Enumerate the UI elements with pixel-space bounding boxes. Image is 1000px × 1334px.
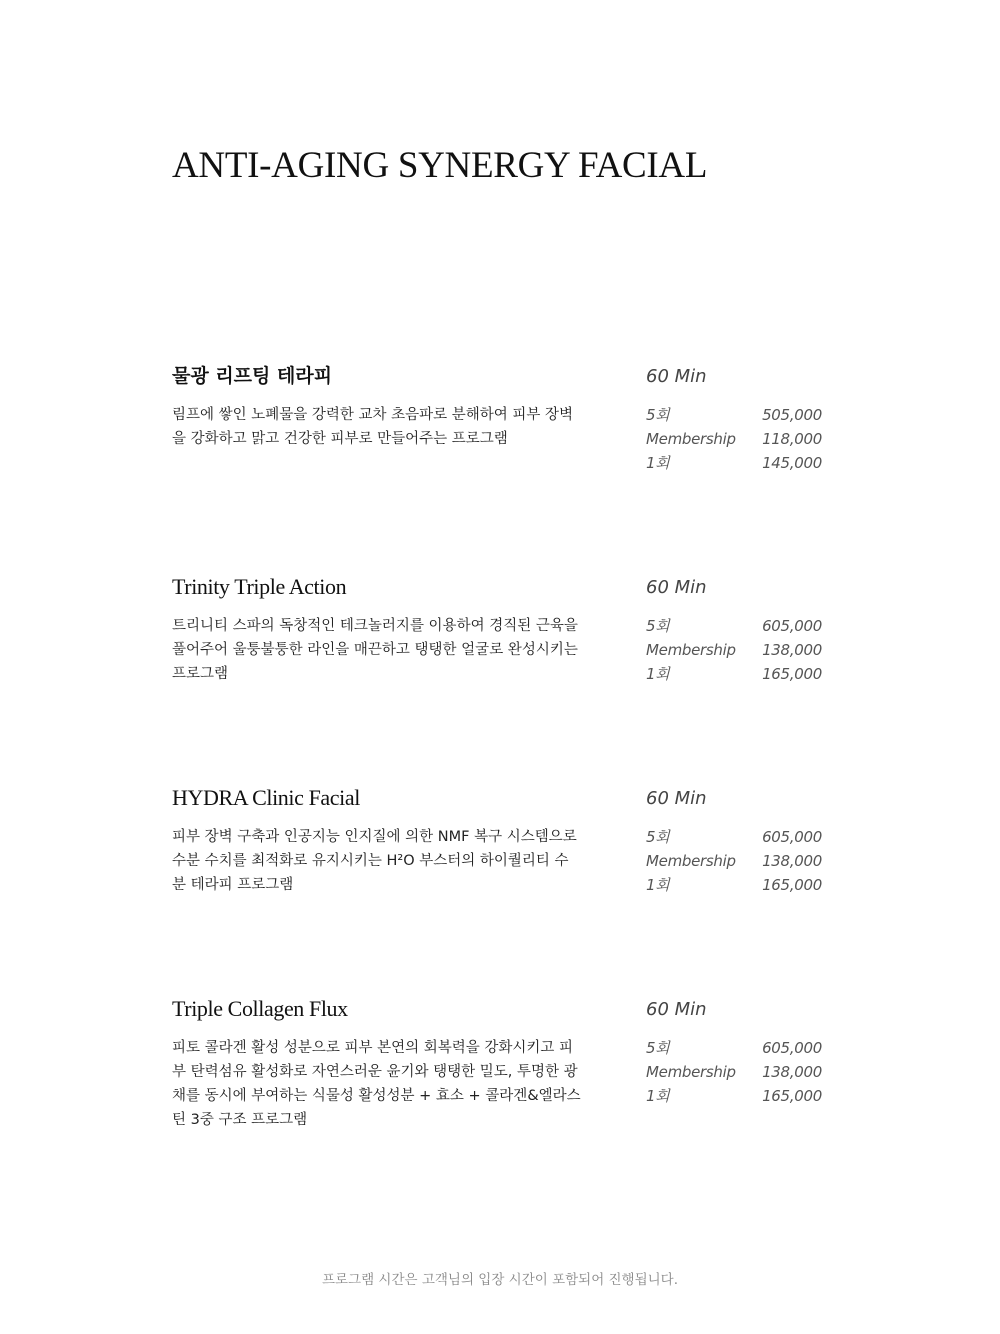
price-label: 1회 bbox=[646, 665, 670, 683]
program-duration: 60 Min bbox=[646, 366, 707, 387]
price-list bbox=[646, 1036, 822, 1108]
page-title: ANTI-AGING SYNERGY FACIAL bbox=[172, 145, 708, 186]
price-value: 165,000 bbox=[762, 876, 822, 894]
price-row-1-session bbox=[646, 873, 822, 897]
price-list bbox=[646, 403, 822, 475]
price-value: 165,000 bbox=[762, 1087, 822, 1105]
price-value: 505,000 bbox=[762, 406, 822, 424]
price-list bbox=[646, 614, 822, 686]
program-duration: 60 Min bbox=[646, 999, 707, 1020]
price-row-5-sessions bbox=[646, 403, 822, 427]
price-label: 5회 bbox=[646, 617, 670, 635]
price-row-1-session bbox=[646, 451, 822, 475]
price-label: 5회 bbox=[646, 406, 670, 424]
program-name: 물광 리프팅 테라피 bbox=[172, 365, 333, 387]
price-row-membership bbox=[646, 849, 822, 873]
price-value: 138,000 bbox=[762, 1063, 822, 1081]
price-label: 5회 bbox=[646, 828, 670, 846]
price-row-membership bbox=[646, 638, 822, 662]
price-label: Membership bbox=[646, 641, 736, 659]
program-description: 피부 장벽 구축과 인공지능 인지질에 의한 NMF 복구 시스템으로 수분 수치를 최적화로 유지시키는 H²O 부스터의 하이퀄리티 수분 테라피 프로그램 bbox=[172, 829, 577, 893]
price-row-membership bbox=[646, 427, 822, 451]
price-row-1-session bbox=[646, 662, 822, 686]
price-label: 5회 bbox=[646, 1039, 670, 1057]
price-label: 1회 bbox=[646, 876, 670, 894]
price-row-5-sessions bbox=[646, 825, 822, 849]
price-label: 1회 bbox=[646, 1087, 670, 1105]
program-description: 피토 콜라겐 활성 성분으로 피부 본연의 회복력을 강화시키고 피부 탄력섬유 활성화로 자연스러운 윤기와 탱탱한 밀도, 투명한 광채를 동시에 부여하는 식물성 활성성분 + 효소 + 콜라겐&엘라스틴 3중 구조 프로그램 bbox=[172, 1040, 581, 1128]
price-value: 605,000 bbox=[762, 828, 822, 846]
price-value: 605,000 bbox=[762, 1039, 822, 1057]
footer-note: 프로그램 시간은 고객님의 입장 시간이 포함되어 진행됩니다. bbox=[321, 1272, 679, 1288]
program-duration: 60 Min bbox=[646, 577, 707, 598]
program-description: 트리니티 스파의 독창적인 테크놀러지를 이용하여 경직된 근육을 풀어주어 울퉁불퉁한 라인을 매끈하고 탱탱한 얼굴로 완성시키는 프로그램 bbox=[172, 618, 578, 682]
price-value: 605,000 bbox=[762, 617, 822, 635]
price-value: 138,000 bbox=[762, 852, 822, 870]
price-row-membership bbox=[646, 1060, 822, 1084]
price-value: 145,000 bbox=[762, 454, 822, 472]
price-row-5-sessions bbox=[646, 1036, 822, 1060]
price-label: Membership bbox=[646, 430, 736, 448]
price-label: Membership bbox=[646, 1063, 736, 1081]
program-name: Trinity Triple Action bbox=[172, 574, 347, 599]
price-value: 165,000 bbox=[762, 665, 822, 683]
price-row-1-session bbox=[646, 1084, 822, 1108]
price-value: 118,000 bbox=[762, 430, 822, 448]
program-description: 림프에 쌓인 노폐물을 강력한 교차 초음파로 분해하여 피부 장벽을 강화하고 맑고 건강한 피부로 만들어주는 프로그램 bbox=[172, 407, 574, 447]
program-duration: 60 Min bbox=[646, 788, 707, 809]
price-value: 138,000 bbox=[762, 641, 822, 659]
price-label: 1회 bbox=[646, 454, 670, 472]
price-row-5-sessions bbox=[646, 614, 822, 638]
price-list bbox=[646, 825, 822, 897]
price-label: Membership bbox=[646, 852, 736, 870]
program-name: HYDRA Clinic Facial bbox=[172, 785, 360, 810]
program-name: Triple Collagen Flux bbox=[172, 996, 348, 1021]
